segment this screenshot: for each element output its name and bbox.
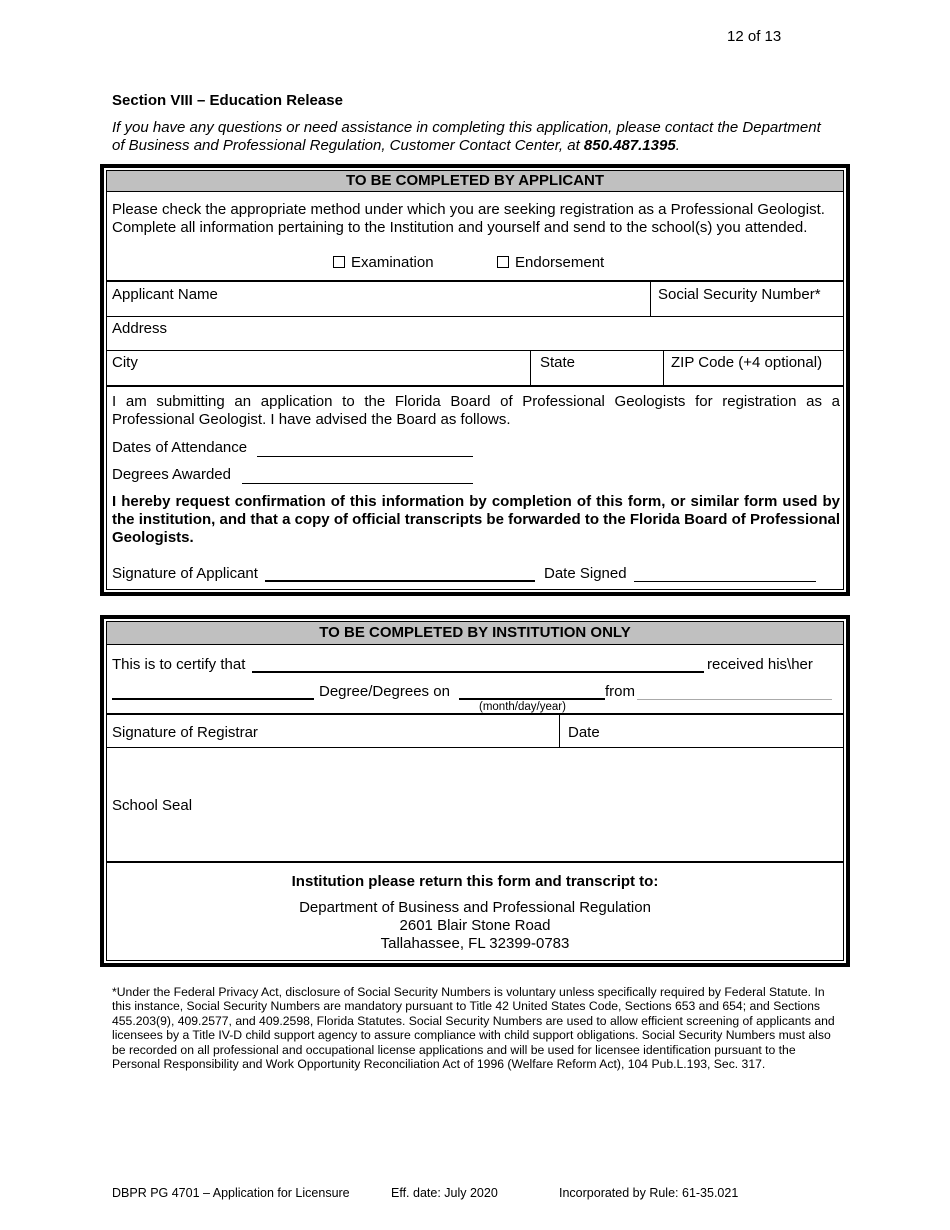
applicant-name-field[interactable]: Applicant Name [112, 286, 218, 303]
degree-line[interactable] [112, 698, 314, 700]
from-institution-line[interactable] [637, 699, 832, 700]
divider [663, 350, 664, 385]
phone-number: 850.487.1395 [583, 137, 676, 154]
endorsement-checkbox[interactable] [497, 256, 509, 268]
degrees-awarded-line[interactable] [242, 483, 473, 484]
divider [107, 316, 843, 317]
divider [107, 385, 843, 387]
state-field[interactable]: State [540, 354, 576, 371]
city-field[interactable]: City [112, 354, 138, 371]
return-address-line-3: Tallahassee, FL 32399-0783 [380, 935, 570, 952]
examination-checkbox[interactable] [333, 256, 345, 268]
degrees-awarded-label: Degrees Awarded [112, 466, 231, 483]
endorsement-label: Endorsement [515, 254, 605, 271]
date-signed-line[interactable] [634, 581, 816, 582]
divider [530, 350, 531, 385]
return-address-line-1: Department of Business and Professional Regulation [299, 899, 651, 916]
school-seal-area: School Seal [112, 797, 193, 814]
received-label: received his\her [707, 656, 813, 673]
registrar-signature-field[interactable]: Signature of Registrar [112, 724, 258, 741]
intro-end: . [675, 137, 680, 154]
footer-rule: Incorporated by Rule: 61-35.021 [559, 1186, 739, 1200]
date-format-hint: (month/day/year) [479, 701, 566, 713]
footer-form-id: DBPR PG 4701 – Application for Licensure [112, 1186, 350, 1200]
dates-attendance-line[interactable] [257, 456, 473, 457]
applicant-signature-label: Signature of Applicant [112, 565, 258, 582]
return-heading: Institution please return this form and transcript to: [291, 873, 659, 890]
divider [107, 713, 843, 715]
applicant-statement: I am submitting an application to the Florida Board of Professional Geologists for registration as a Professional Geologist. I have advised the Board as follows. [112, 393, 840, 428]
divider [107, 280, 843, 282]
divider [650, 281, 651, 316]
applicant-header: TO BE COMPLETED BY APPLICANT [107, 171, 843, 192]
degree-date-line[interactable] [459, 698, 605, 700]
dates-attendance-label: Dates of Attendance [112, 439, 248, 456]
ssn-field[interactable]: Social Security Number* [658, 286, 821, 303]
section-title: Section VIII – Education Release [112, 92, 343, 109]
footer-effective-date: Eff. date: July 2020 [391, 1186, 498, 1200]
certify-label: This is to certify that [112, 656, 246, 673]
recipient-name-line[interactable] [252, 671, 704, 673]
divider [559, 714, 560, 747]
degree-on-label: Degree/Degrees on [319, 683, 450, 700]
page-number: 12 of 13 [727, 28, 782, 45]
return-address-line-2: 2601 Blair Stone Road [399, 917, 551, 934]
from-label: from [605, 683, 635, 700]
address-field[interactable]: Address [112, 320, 168, 337]
option-endorsement[interactable] [497, 254, 604, 271]
option-examination[interactable] [333, 254, 434, 271]
divider [107, 861, 843, 863]
confirmation-request: I hereby request confirmation of this information by completion of this form, or similar form used by the institution, and that a copy of official transcripts be forwarded to the Florida Board of Professional Geologists. [112, 493, 840, 546]
applicant-signature-line[interactable] [265, 580, 535, 582]
privacy-footnote: *Under the Federal Privacy Act, disclosure of Social Security Numbers is voluntary unless specifically required by Federal Statute. In this instance, Social Security Numbers are mandatory pursuant to Title 42 United States Code, Sections 653 and 654; and Sections 455.203(9), 409.2577, and 409.2598, Florida Statutes. Social Security Numbers are used to allow efficient screening of applicants and licensees by a Title IV-D child support agency to assure compliance with child support obligations. Social Security Numbers must also be recorded on all professional and occupational license applications and will be used for licensee identification pursuant to the Personal Responsibility and Work Opportunity Reconciliation Act of 1996 (Welfare Reform Act), 104 Pub.L.193, Sec. 317. [112, 985, 835, 1072]
divider [107, 747, 843, 748]
zip-field[interactable]: ZIP Code (+4 optional) [671, 354, 823, 371]
date-signed-label: Date Signed [544, 565, 627, 582]
registrar-date-field[interactable]: Date [568, 724, 600, 741]
intro-text [112, 119, 832, 155]
institution-section [100, 615, 850, 967]
examination-label: Examination [351, 254, 434, 271]
applicant-instructions: Please check the appropriate method under which you are seeking registration as a Professional Geologist. Complete all information pertaining to the Institution and yourself and send to the school(s) you attended. [112, 201, 825, 236]
applicant-section [100, 164, 850, 596]
intro-body: If you have any questions or need assistance in completing this application, please contact the Department of Business and Professional Regulation, Customer Contact Center, at [112, 119, 821, 154]
institution-header: TO BE COMPLETED BY INSTITUTION ONLY [107, 622, 843, 645]
divider [107, 350, 843, 351]
